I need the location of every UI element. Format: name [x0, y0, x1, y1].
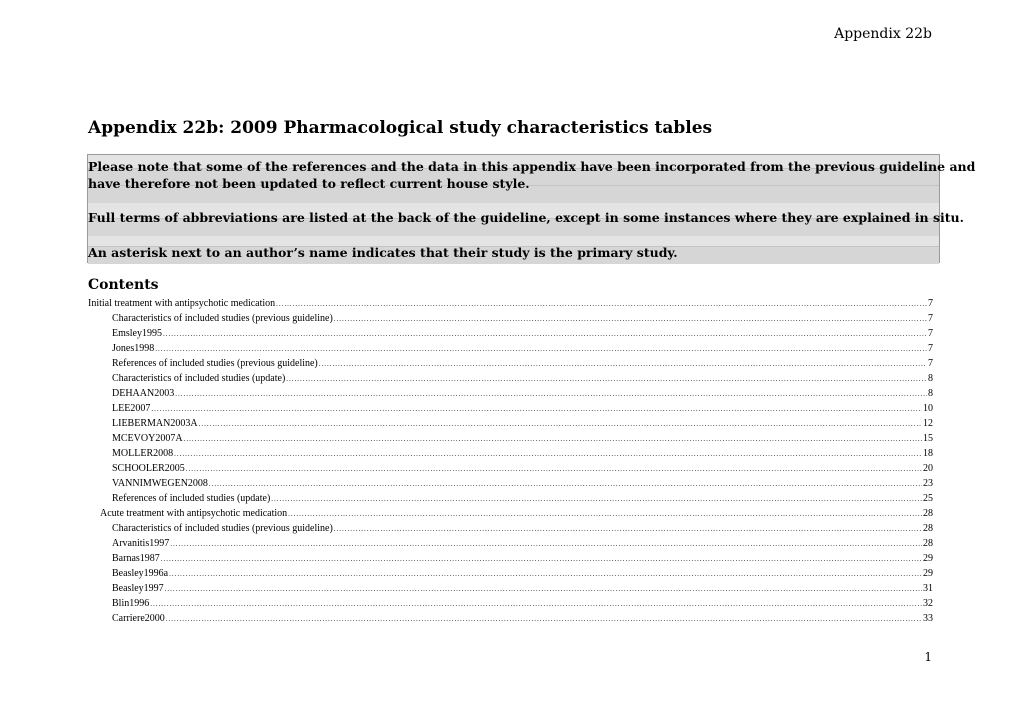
toc-entry-label: Initial treatment with antipsychotic medication: [88, 298, 276, 309]
toc-entry[interactable]: [112, 386, 933, 401]
toc-entry[interactable]: [112, 446, 933, 461]
toc-leader-dots: [155, 342, 927, 357]
toc-entry-page: 29: [923, 568, 933, 579]
toc-entry[interactable]: [112, 461, 933, 476]
toc-entry-page: 29: [923, 553, 933, 564]
toc-leader-dots: [166, 612, 922, 627]
toc-entry[interactable]: [112, 596, 933, 611]
toc-entry-page: 28: [923, 508, 933, 519]
toc-entry-page: 23: [923, 478, 933, 489]
toc-entry[interactable]: [112, 371, 933, 386]
toc-entry-label: Characteristics of included studies (update): [112, 373, 286, 384]
toc-leader-dots: [174, 447, 922, 462]
toc-entry[interactable]: [112, 311, 933, 326]
toc-leader-dots: [334, 312, 927, 327]
toc-entry[interactable]: [112, 416, 933, 431]
toc-entry-page: 33: [923, 613, 933, 624]
toc-entry-page: 8: [928, 388, 933, 399]
toc-entry[interactable]: [112, 356, 933, 371]
toc-entry-label: Beasley1997: [112, 583, 164, 594]
toc-entry-label: Arvanitis1997: [112, 538, 170, 549]
toc-entry[interactable]: [100, 506, 933, 521]
note-text-2: have therefore not been updated to reflect current house style.: [88, 176, 530, 191]
toc-entry-page: 32: [923, 598, 933, 609]
toc-entry-label: Acute treatment with antipsychotic medication: [100, 508, 288, 519]
toc-entry-page: 7: [928, 298, 933, 309]
toc-leader-dots: [150, 597, 922, 612]
toc-entry-label: Jones1998: [112, 343, 155, 354]
toc-leader-dots: [271, 492, 922, 507]
toc-entry-label: MCEVOY2007A: [112, 433, 183, 444]
toc-entry-page: 18: [923, 448, 933, 459]
document-title: Appendix 22b: 2009 Pharmacological study characteristics tables: [88, 118, 713, 138]
toc-entry[interactable]: [112, 341, 933, 356]
toc-entry-page: 28: [923, 538, 933, 549]
toc-leader-dots: [334, 522, 922, 537]
toc-entry-label: Characteristics of included studies (previous guideline): [112, 313, 333, 324]
toc-entry-page: 7: [928, 358, 933, 369]
toc-entry-label: VANNIMWEGEN2008: [112, 478, 208, 489]
toc-entry[interactable]: [112, 551, 933, 566]
toc-leader-dots: [288, 507, 922, 522]
toc-entry[interactable]: [112, 611, 933, 626]
toc-entry-page: 31: [923, 583, 933, 594]
toc-entry[interactable]: [112, 581, 933, 596]
toc-entry[interactable]: [112, 401, 933, 416]
toc-entry[interactable]: [112, 566, 933, 581]
toc-entry-label: Emsley1995: [112, 328, 162, 339]
note-text-3: Full terms of abbreviations are listed at the back of the guideline, except in some instances where they are explained in situ.: [88, 210, 964, 225]
running-header: Appendix 22b: [834, 26, 932, 42]
toc-leader-dots: [175, 387, 927, 402]
toc-entry[interactable]: [112, 521, 933, 536]
toc-entry-page: 7: [928, 343, 933, 354]
toc-entry-label: References of included studies (previous guideline): [112, 358, 318, 369]
toc-entry[interactable]: [112, 326, 933, 341]
toc-entry-page: 8: [928, 373, 933, 384]
toc-leader-dots: [276, 297, 927, 312]
note-text-4: An asterisk next to an author’s name indicates that their study is the primary study.: [88, 245, 678, 260]
toc-entry-label: DEHAAN2003: [112, 388, 175, 399]
toc-entry-label: SCHOOLER2005: [112, 463, 185, 474]
toc-leader-dots: [163, 327, 927, 342]
page-number: 1: [924, 650, 932, 664]
toc-leader-dots: [161, 552, 922, 567]
toc-leader-dots: [165, 582, 922, 597]
toc-entry-label: References of included studies (update): [112, 493, 271, 504]
toc-entry-label: Carriere2000: [112, 613, 165, 624]
toc-entry-page: 7: [928, 313, 933, 324]
toc-leader-dots: [209, 477, 922, 492]
contents-heading: Contents: [88, 277, 159, 293]
toc-entry-label: Barnas1987: [112, 553, 160, 564]
toc-leader-dots: [169, 567, 922, 582]
toc-leader-dots: [170, 537, 922, 552]
toc-leader-dots: [286, 372, 927, 387]
toc-entry-label: MOLLER2008: [112, 448, 174, 459]
toc-entry-page: 20: [923, 463, 933, 474]
toc-entry-page: 10: [923, 403, 933, 414]
toc-entry[interactable]: [112, 536, 933, 551]
toc-entry[interactable]: [112, 431, 933, 446]
toc-entry-page: 15: [923, 433, 933, 444]
toc-entry-page: 7: [928, 328, 933, 339]
toc-entry-label: LEE2007: [112, 403, 151, 414]
note-text-1: Please note that some of the references and the data in this appendix have been incorporated from the previous guideline and: [88, 159, 976, 174]
toc-entry[interactable]: [112, 491, 933, 506]
toc-entry-page: 25: [923, 493, 933, 504]
toc-leader-dots: [184, 432, 922, 447]
toc-leader-dots: [151, 402, 922, 417]
toc-leader-dots: [319, 357, 927, 372]
toc-entry-label: Characteristics of included studies (previous guideline): [112, 523, 333, 534]
toc-entry-label: Beasley1996a: [112, 568, 169, 579]
toc-entry-page: 28: [923, 523, 933, 534]
toc-entry-page: 12: [923, 418, 933, 429]
toc-entry[interactable]: [112, 476, 933, 491]
toc-leader-dots: [186, 462, 922, 477]
toc-leader-dots: [199, 417, 922, 432]
toc-entry-label: Blin1996: [112, 598, 150, 609]
toc-entry-label: LIEBERMAN2003A: [112, 418, 198, 429]
toc-entry[interactable]: [88, 296, 933, 311]
